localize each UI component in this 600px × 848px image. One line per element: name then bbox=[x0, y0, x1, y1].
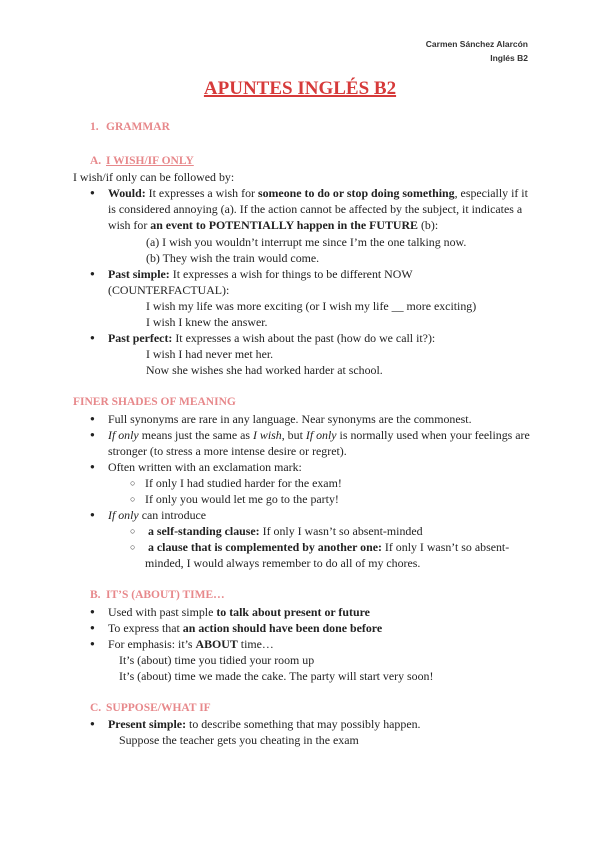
example-its-time-2: It’s (about) time we made the cake. The party will start very soon! bbox=[119, 668, 434, 683]
subsection-heading-wish: A. I WISH/IF ONLY bbox=[90, 155, 194, 168]
bullet-past-simple-time: ● Used with past simple to talk about present or future bbox=[73, 604, 533, 620]
finer-shades-heading: FINER SHADES OF MEANING bbox=[73, 396, 236, 409]
bullet-past-simple: ● Past simple: It expresses a wish for things to be different NOW (COUNTERFACTUAL): bbox=[73, 266, 533, 298]
bullet-past-perfect: ● Past perfect: It expresses a wish about the past (how do we call it?): bbox=[73, 330, 533, 346]
author-name: Carmen Sánchez Alarcón bbox=[425, 39, 528, 49]
example-suppose: Suppose the teacher gets you cheating in the exam bbox=[119, 733, 359, 748]
course-name: Inglés B2 bbox=[490, 53, 528, 63]
section-heading-grammar: 1. GRAMMAR bbox=[90, 121, 170, 133]
bullet-present-simple: ● Present simple: to describe something that may possibly happen. bbox=[73, 716, 533, 732]
bullet-should-have: ● To express that an action should have been done before bbox=[73, 620, 533, 636]
example-would-a: (a) I wish you wouldn’t interrupt me since I’m the one talking now. bbox=[146, 234, 467, 249]
example-past-perfect-2: Now she wishes she had worked harder at school. bbox=[146, 363, 383, 378]
bullet-would: ● Would: It expresses a wish for someone to do or stop doing something, especially if it is considered annoying (a). If the action cannot be affected by the subject, it indicates a wish for an event to POTENTIALLY happen in the FUTURE (b): bbox=[73, 185, 533, 233]
subsection-heading-suppose: C. SUPPOSE/WHAT IF bbox=[90, 702, 211, 714]
document-header bbox=[426, 37, 528, 65]
example-its-time-1: It’s (about) time you tidied your room up bbox=[119, 652, 315, 667]
page-title: APUNTES INGLÉS B2 bbox=[203, 78, 397, 99]
document-body bbox=[73, 116, 533, 748]
bullet-exclamation: ● Often written with an exclamation mark: bbox=[73, 459, 533, 475]
bullet-if-only-introduce: ● If only can introduce bbox=[73, 507, 533, 523]
example-past-perfect-1: I wish I had never met her. bbox=[146, 347, 274, 362]
bullet-emphasis: ● For emphasis: it’s ABOUT time… bbox=[73, 636, 533, 652]
sub-bullet-exclamation-1: ○ If only I had studied harder for the exam! bbox=[73, 475, 533, 491]
subsection-heading-its-time: B. IT’S (ABOUT) TIME… bbox=[90, 589, 225, 602]
bullet-synonyms: ● Full synonyms are rare in any language. Near synonyms are the commonest. bbox=[73, 411, 533, 427]
bullet-if-only-meaning: ● If only means just the same as I wish, but If only is normally used when your feelings are stronger (to stress a more intense desire or regret). bbox=[73, 427, 533, 459]
example-past-simple-2: I wish I knew the answer. bbox=[146, 315, 268, 330]
intro-text: I wish/if only can be followed by: bbox=[73, 170, 235, 185]
sub-bullet-self-standing: ○ a self-standing clause: If only I wasn’t so absent-minded bbox=[73, 523, 533, 539]
example-would-b: (b) They wish the train would come. bbox=[146, 250, 320, 265]
sub-bullet-exclamation-2: ○ If only you would let me go to the party! bbox=[73, 491, 533, 507]
example-past-simple-1: I wish my life was more exciting (or I wish my life __ more exciting) bbox=[146, 298, 477, 313]
sub-bullet-complemented: ○ a clause that is complemented by another one: If only I wasn’t so absent-minded, I would always remember to do all of my chores. bbox=[73, 539, 533, 571]
